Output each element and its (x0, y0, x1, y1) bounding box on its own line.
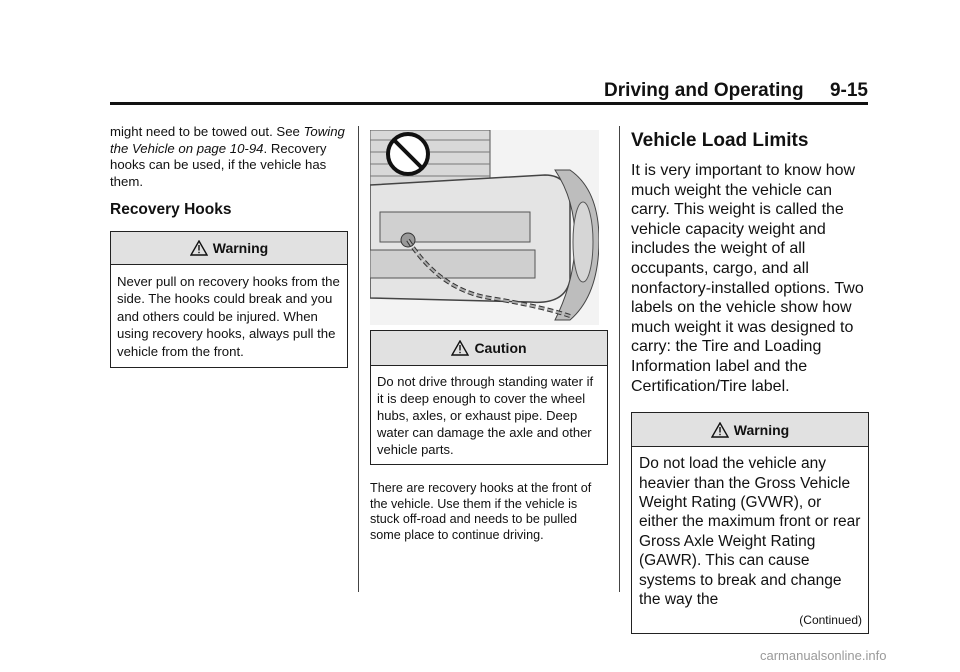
header-rule (110, 102, 868, 105)
intro-paragraph (110, 124, 348, 190)
illustration-drawing (370, 130, 599, 325)
recovery-hook-illustration (370, 130, 599, 325)
caution-box (370, 330, 608, 465)
warning-box-header (632, 413, 868, 447)
warning-body (632, 447, 868, 633)
warning-triangle-icon (711, 422, 729, 438)
warning-body-text: Do not load the vehicle any heavier than the Gross Vehicle Weight Rating (GVWR), or either the maximum front or rear Gross Axle Weight Rating (GAWR). This can cause systems to break and change the way the (639, 455, 861, 608)
warning-box-header (111, 232, 347, 265)
page-header-title: Driving and Operating 9-15 (604, 80, 868, 101)
warning-box-load (631, 412, 869, 634)
column-right (631, 130, 869, 634)
towing-reference-link[interactable]: Towing the Vehicle on page 10-94 (110, 124, 345, 156)
warning-box-recovery (110, 231, 348, 369)
recovery-hooks-heading: Recovery Hooks (110, 201, 232, 219)
load-limits-paragraph: It is very important to know how much weight the vehicle can carry. This weight is called the vehicle capacity weight and includes the weight of all occupants, cargo, and all nonfactory-installed options. Two labels on the vehicle show how much weight it was designed to carry: the Tire and Loading Information label and the Certification/Tire label. (631, 162, 864, 395)
page-header (110, 80, 868, 104)
column-left (110, 124, 348, 368)
column-divider-1 (358, 126, 359, 592)
caution-body: Do not drive through standing water if it is deep enough to cover the wheel hubs, axles, or exhaust pipe. Deep water can damage the axle and other vehicle parts. (377, 374, 594, 457)
intro-line1: might need to be towed out. See (110, 124, 300, 139)
warning-title: Warning (212, 239, 269, 256)
intro-rest: . Recovery hooks can be used, if the vehicle has them. (110, 140, 327, 189)
watermark: carmanualsonline.info (760, 648, 887, 663)
warning-triangle-icon (451, 340, 469, 356)
section-heading: Vehicle Load Limits (631, 130, 809, 151)
caution-box-header (371, 331, 607, 366)
column-divider-2 (619, 126, 620, 592)
column-middle (370, 130, 608, 543)
caution-title: Caution (474, 340, 527, 356)
warning-triangle-icon (190, 240, 208, 256)
continued-label: (Continued) (799, 613, 862, 628)
recovery-hooks-paragraph: There are recovery hooks at the front of the vehicle. Use them if the vehicle is stuck off-road and needs to be pulled some place to continue driving. (370, 481, 592, 542)
warning-body: Never pull on recovery hooks from the side. The hooks could break and you and others could be injured. When using recovery hooks, always pull the vehicle from the front. (117, 273, 340, 359)
no-symbol-icon (388, 134, 428, 174)
warning-title: Warning (733, 421, 790, 438)
